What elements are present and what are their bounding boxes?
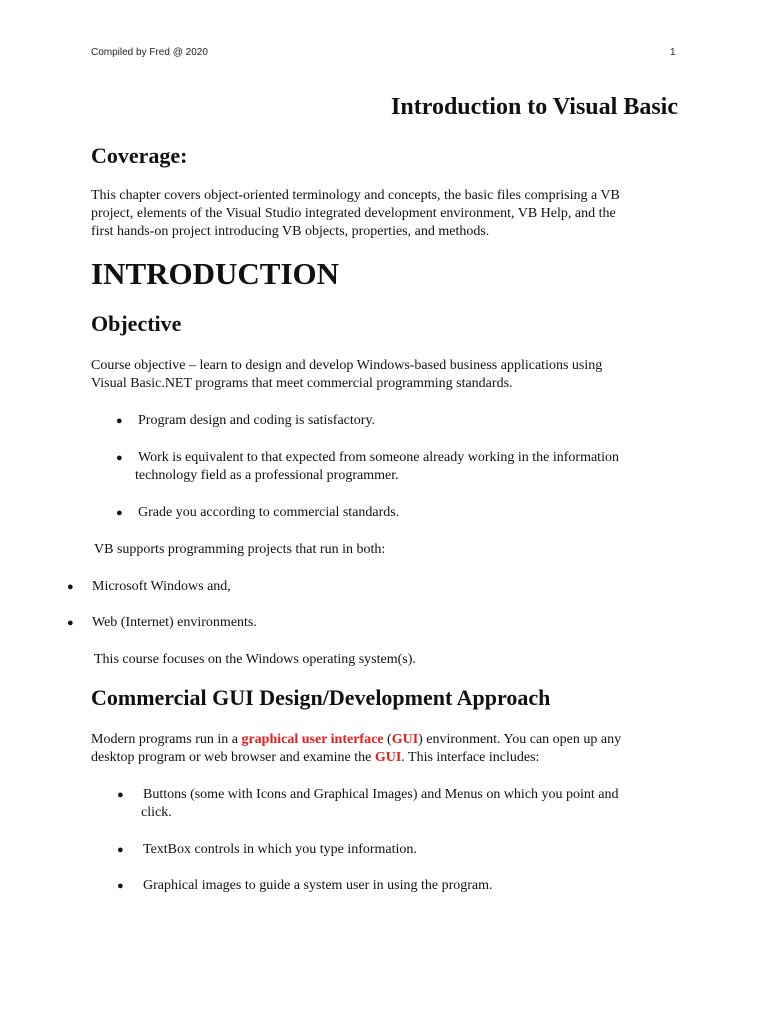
bullet-dot-icon: ●: [67, 617, 74, 629]
bullet-text: Program design and coding is satisfactory.: [138, 413, 376, 428]
objective-heading: Objective: [91, 311, 182, 336]
gui-text: Modern programs run in a: [91, 732, 242, 747]
gui-text: . This interface includes:: [401, 750, 540, 765]
header-compiled-by: Compiled by Fred @ 2020: [91, 47, 208, 58]
bullet-dot-icon: ●: [116, 415, 123, 427]
bullet-dot-icon: ●: [117, 880, 124, 892]
course-focus-text: This course focuses on the Windows operating system(s).: [94, 652, 416, 667]
coverage-paragraph: [91, 187, 681, 241]
coverage-line: This chapter covers object-oriented terminology and concepts, the basic files comprising a VB: [91, 188, 620, 203]
gui-text: ) environment. You can open up any: [418, 732, 622, 747]
bullet-text: click.: [141, 805, 172, 820]
objective-line: Course objective – learn to design and develop Windows-based business applications using: [91, 358, 603, 373]
objective-line: Visual Basic.NET programs that meet commercial programming standards.: [91, 376, 513, 391]
bullet-text: technology field as a professional programmer.: [135, 468, 399, 483]
bullet-text: Web (Internet) environments.: [92, 615, 257, 630]
gui-text: desktop program or web browser and examine the: [91, 750, 375, 765]
objective-paragraph: [91, 357, 681, 393]
bullet-dot-icon: ●: [117, 844, 124, 856]
gui-approach-heading: Commercial GUI Design/Development Approach: [91, 685, 551, 710]
bullet-dot-icon: ●: [116, 507, 123, 519]
bullet-dot-icon: ●: [116, 452, 123, 464]
vb-supports-text: VB supports programming projects that run in both:: [94, 542, 386, 557]
gui-paragraph: [91, 731, 681, 767]
coverage-line: project, elements of the Visual Studio integrated development environment, VB Help, and the: [91, 206, 616, 221]
gui-term-highlight: graphical user interface: [241, 732, 384, 747]
bullet-dot-icon: ●: [67, 581, 74, 593]
bullet-text: Graphical images to guide a system user in using the program.: [143, 878, 493, 893]
document-title: Introduction to Visual Basic: [391, 94, 678, 120]
coverage-heading: Coverage:: [91, 143, 188, 168]
introduction-heading: INTRODUCTION: [91, 256, 340, 291]
page-number: 1: [670, 47, 676, 58]
bullet-text: Buttons (some with Icons and Graphical Images) and Menus on which you point and: [143, 787, 619, 802]
bullet-text: TextBox controls in which you type information.: [143, 842, 417, 857]
bullet-text: Grade you according to commercial standards.: [138, 505, 400, 520]
gui-abbr-highlight: GUI: [391, 732, 419, 747]
bullet-dot-icon: ●: [117, 789, 124, 801]
gui-abbr-highlight: GUI: [374, 750, 402, 765]
gui-text: (: [383, 732, 392, 747]
bullet-text: Work is equivalent to that expected from someone already working in the information: [138, 450, 619, 465]
gui-line: [91, 731, 681, 749]
coverage-line: first hands-on project introducing VB objects, properties, and methods.: [91, 224, 490, 239]
gui-line: [91, 749, 681, 767]
bullet-text: Microsoft Windows and,: [92, 579, 231, 594]
